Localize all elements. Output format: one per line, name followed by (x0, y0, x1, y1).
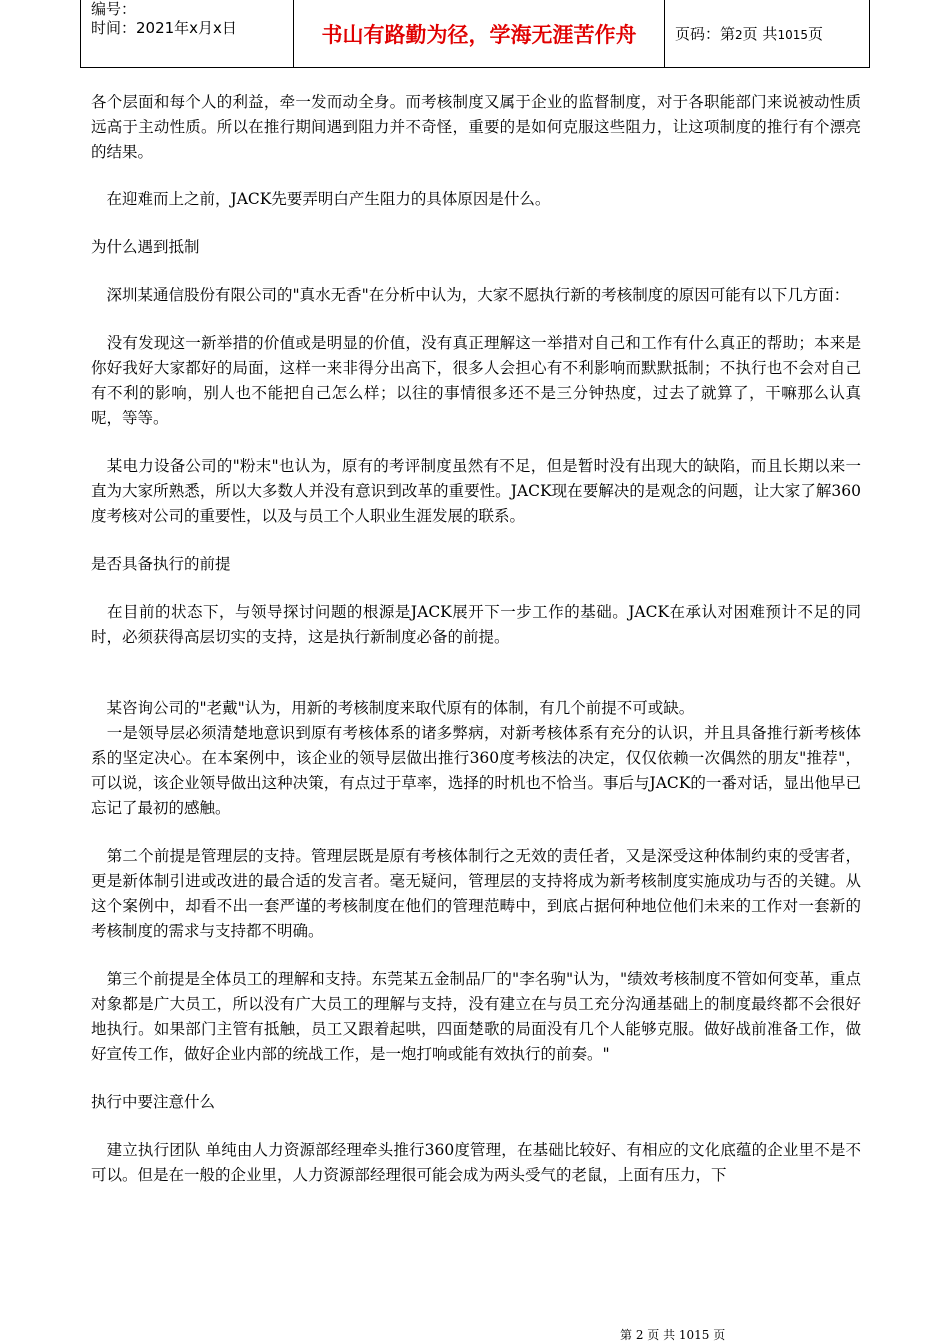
header-page-label-3: 页 (807, 25, 823, 43)
header-number-label: 编号： (91, 0, 137, 18)
paragraph: 没有发现这一新举措的价值或是明显的价值，没有真正理解这一举措对自己和工作有什么真正的帮助；本来是你好我好大家都好的局面，这样一来非得分出高下，很多人会担心有不利影响而默默抵制；不执行也不会对自己有不利的影响，别人也不能把自己怎么样；以往的事情很多还不是三分钟热度，过去了就算了，干嘛那么认真呢，等等。 (91, 334, 861, 427)
paragraph: 在迎难而上之前，JACK先要弄明白产生阻力的具体原因是什么。 (91, 190, 551, 208)
header-motto: 书山有路勤为径，学海无涯苦作舟 (294, 0, 665, 68)
header-page-cell (665, 0, 870, 68)
header-page-label-1: 页码：第 (675, 25, 736, 43)
paragraph: 在目前的状态下，与领导探讨问题的根源是JACK展开下一步工作的基础。JACK在承认对困难预计不足的同时，必须获得高层切实的支持，这是执行新制度必备的前提。 (91, 603, 861, 646)
paragraph: 各个层面和每个人的利益，牵一发而动全身。而考核制度又属于企业的监督制度，对于各职能部门来说被动性质远高于主动性质。所以在推行期间遇到阻力并不奇怪，重要的是如何克服这些阻力，让这项制度的推行有个漂亮的结果。 (91, 93, 861, 161)
header-time-label: 时间：2021年x月x日 (91, 19, 237, 37)
header-page-label-2: 页 共 (742, 25, 778, 43)
header-page-total: 1015 (777, 28, 808, 42)
section-heading: 执行中要注意什么 (91, 1093, 216, 1111)
paragraph: 一是领导层必须清楚地意识到原有考核体系的诸多弊病，对新考核体系有充分的认识，并且具备推行新考核体系的坚定决心。在本案例中，该企业的领导层做出推行360度考核法的决定，仅仅依赖一次偶然的朋友"推荐"，可以说，该企业领导做出这种决策，有点过于草率，选择的时机也不恰当。事后与JACK的一番对话，显出他早已忘记了最初的感触。 (91, 724, 861, 817)
page-header (80, 0, 870, 68)
header-page-num: 2 (735, 28, 743, 42)
section-heading: 为什么遇到抵制 (91, 238, 200, 256)
paragraph: 第二个前提是管理层的支持。管理层既是原有考核体制行之无效的责任者，又是深受这种体制约束的受害者，更是新体制引进或改进的最合适的发言者。毫无疑问，管理层的支持将成为新考核制度实施成功与否的关键。从这个案例中，却看不出一套严谨的考核制度在他们的管理范畴中，到底占据何种地位他们未来的工作对一套新的考核制度的需求与支持都不明确。 (91, 847, 861, 940)
paragraph: 建立执行团队 单纯由人力资源部经理牵头推行360度管理，在基础比较好、有相应的文化底蕴的企业里不是不可以。但是在一般的企业里，人力资源部经理很可能会成为两头受气的老鼠，上面有压力，下 (91, 1141, 861, 1184)
header-meta-cell (81, 0, 294, 68)
paragraph: 某咨询公司的"老戴"认为，用新的考核制度来取代原有的体制，有几个前提不可或缺。 (91, 699, 695, 717)
page-footer: 第 2 页 共 1015 页 (620, 1328, 726, 1342)
section-heading: 是否具备执行的前提 (91, 555, 231, 573)
paragraph: 某电力设备公司的"粉末"也认为，原有的考评制度虽然有不足，但是暂时没有出现大的缺陷，而且长期以来一直为大家所熟悉，所以大多数人并没有意识到改革的重要性。JACK现在要解决的是观念的问题，让大家了解360度考核对公司的重要性，以及与员工个人职业生涯发展的联系。 (91, 457, 861, 525)
paragraph: 深圳某通信股份有限公司的"真水无香"在分析中认为，大家不愿执行新的考核制度的原因可能有以下几方面： (91, 286, 850, 304)
paragraph: 第三个前提是全体员工的理解和支持。东莞某五金制品厂的"李名驹"认为，"绩效考核制度不管如何变革，重点对象都是广大员工，所以没有广大员工的理解与支持，没有建立在与员工充分沟通基础上的制度最终都不会很好地执行。如果部门主管有抵触，员工又跟着起哄，四面楚歌的局面没有几个人能够克服。做好战前准备工作，做好宣传工作，做好企业内部的统战工作，是一炮打响或能有效执行的前奏。" (91, 970, 861, 1063)
document-body (91, 90, 861, 1188)
